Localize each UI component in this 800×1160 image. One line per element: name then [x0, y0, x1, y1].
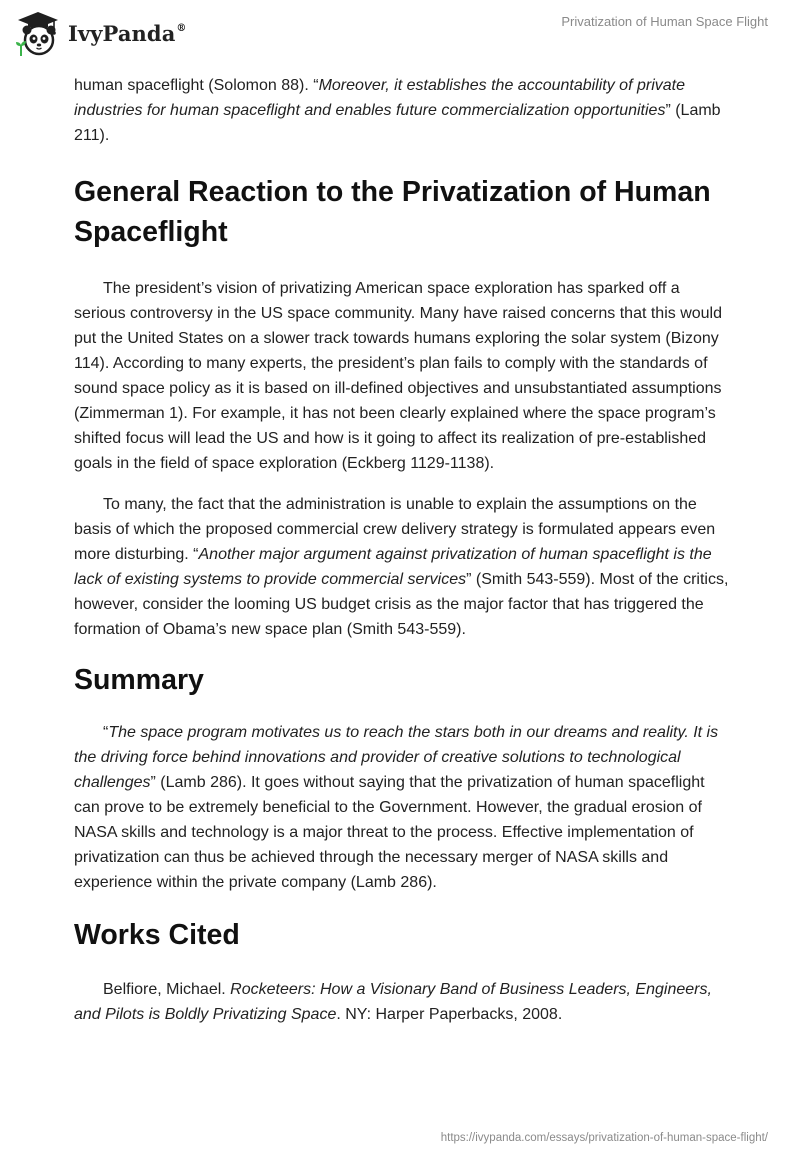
section-heading-works-cited: Works Cited [74, 919, 240, 951]
logo-text: IvyPanda [68, 20, 176, 46]
ivypanda-logo[interactable] [14, 8, 187, 58]
summary-paragraph [74, 720, 730, 895]
source-url[interactable]: https://ivypanda.com/essays/privatization-of-human-space-flight/ [440, 1132, 768, 1144]
logo-wordmark [68, 21, 187, 46]
essay-body [74, 70, 730, 1027]
paragraph-2-quote: Another major argument against privatization of human spaceflight is the lack of existing systems to provide commercial services [74, 546, 712, 588]
summary-open-quote: “ [103, 724, 109, 741]
document-title: Privatization of Human Space Flight [561, 14, 768, 29]
citation-title: Rocketeers: How a Visionary Band of Business Leaders, Engineers, and Pilots is Boldly Privatizing Space [74, 981, 712, 1023]
citation-publisher: . NY: Harper Paperbacks, 2008. [336, 1006, 563, 1023]
registered-mark: ® [176, 22, 187, 34]
section-heading-general-reaction: General Reaction to the Privatization of Human Spaceflight [74, 176, 711, 248]
panda-graduate-logo-icon [14, 10, 62, 56]
paragraph-2-text-2: ” (Smith 543-559). Most of the critics, however, consider the looming US budget crisis as the major factor that has triggered the formation of Obama’s new space plan (Smith 543-559). [74, 571, 729, 638]
summary-quote: The space program motivates us to reach the stars both in our dreams and reality. It is the driving force behind innovations and provider of creative solutions to technological challenges [74, 724, 719, 791]
intro-quote: Moreover, it establishes the accountability of private industries for human spaceflight and enables future commercialization opportunities [74, 77, 685, 119]
intro-text-1: human spaceflight (Solomon 88). “ [74, 77, 319, 94]
citation-author: Belfiore, Michael. [103, 981, 231, 998]
works-cited-entry [74, 977, 730, 1027]
section-heading-summary: Summary [74, 664, 204, 696]
summary-text: ” (Lamb 286). It goes without saying that the privatization of human spaceflight can prove to be extremely beneficial to the Government. However, the gradual erosion of NASA skills and technology is a major threat to the process. Effective implementation of privatization can thus be achieved through the necessary merger of NASA skills and experience within the private company (Lamb 286). [74, 774, 705, 891]
page-header [0, 0, 800, 70]
general-reaction-paragraph-1: The president’s vision of privatizing American space exploration has sparked off a serious controversy in the US space community. Many have raised concerns that this would put the United States on a slower track towards humans exploring the solar system (Bizony 114). According to many experts, the president’s plan fails to comply with the standards of sound space policy as it is based on ill-defined objectives and unsubstantiated assumptions (Zimmerman 1). For example, it has not been clearly explained where the space program’s shifted focus will lead the US and how is it going to affect its realization of pre-established goals in the field of space exploration (Eckberg 1129-1138). [74, 280, 722, 472]
intro-text-2: ” (Lamb 211). [74, 102, 721, 144]
general-reaction-paragraph-2 [74, 492, 730, 642]
paragraph-2-text-1: To many, the fact that the administration is unable to explain the assumptions on the basis of which the proposed commercial crew delivery strategy is formulated appears even more disturbing. “ [74, 496, 716, 563]
intro-paragraph [74, 73, 730, 148]
